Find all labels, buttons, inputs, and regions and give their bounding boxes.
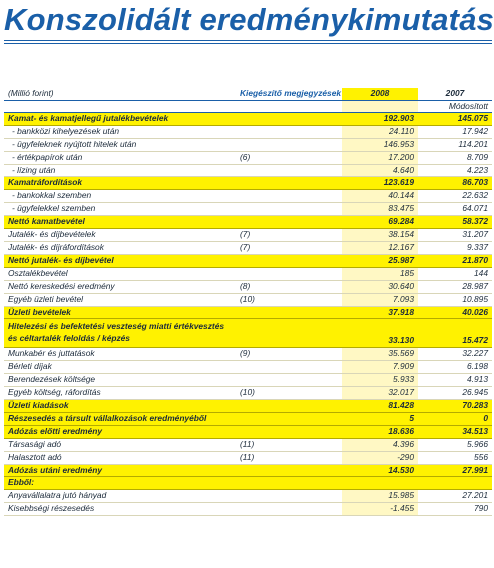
row-label: Nettó kamatbevétel	[4, 216, 236, 229]
table-row	[4, 293, 492, 306]
row-value-2007: 22.632	[418, 190, 492, 203]
year-2007-header: 2007	[418, 88, 492, 100]
table-row	[4, 412, 492, 425]
row-value-2008: 5	[342, 412, 418, 425]
row-value-2007: 5.966	[418, 438, 492, 451]
row-value-2008: 38.154	[342, 229, 418, 242]
row-label: Berendezések költsége	[4, 374, 236, 387]
row-label: Osztalékbevétel	[4, 267, 236, 280]
row-label: Egyéb üzleti bevétel	[4, 293, 236, 306]
row-note	[236, 112, 342, 125]
row-label: Jutalék- és díjbevételek	[4, 229, 236, 242]
table-row	[4, 387, 492, 400]
title-rule-top	[4, 40, 492, 41]
restated-label: Módosított	[418, 100, 492, 112]
row-value-2008: 83.475	[342, 203, 418, 216]
table-row	[4, 151, 492, 164]
row-value-2007: 21.870	[418, 254, 492, 267]
row-value-2008	[342, 477, 418, 490]
row-value-2008: 37.918	[342, 306, 418, 319]
row-note	[236, 412, 342, 425]
row-value-2007: 86.703	[418, 177, 492, 190]
row-value-2007: 9.337	[418, 241, 492, 254]
row-label: Nettó kereskedési eredmény	[4, 280, 236, 293]
table-row	[4, 477, 492, 490]
row-value-2008: 4.640	[342, 164, 418, 177]
row-label: Üzleti bevételek	[4, 306, 236, 319]
row-value-2008: 12.167	[342, 241, 418, 254]
row-label: Munkabér és juttatások	[4, 348, 236, 361]
row-label: Kamatráfordítások	[4, 177, 236, 190]
table-row	[4, 229, 492, 242]
row-note	[236, 125, 342, 138]
unit-label: (Millió forint)	[4, 88, 236, 100]
row-note	[236, 177, 342, 190]
table-subheader-row	[4, 100, 492, 112]
table-row	[4, 400, 492, 413]
row-label: Kamat- és kamatjellegű jutalékbevételek	[4, 112, 236, 125]
row-note	[236, 254, 342, 267]
row-value-2008: 69.284	[342, 216, 418, 229]
table-row	[4, 164, 492, 177]
row-value-2008: 17.200	[342, 151, 418, 164]
row-label: - ügyfelekkel szemben	[4, 203, 236, 216]
row-value-2007	[418, 477, 492, 490]
table-row	[4, 241, 492, 254]
row-value-2007: 6.198	[418, 361, 492, 374]
row-value-2007: 70.283	[418, 400, 492, 413]
table-row	[4, 490, 492, 503]
row-note	[236, 319, 342, 348]
table-row	[4, 374, 492, 387]
row-value-2007: 8.709	[418, 151, 492, 164]
year-2008-header: 2008	[342, 88, 418, 100]
row-note	[236, 425, 342, 438]
row-value-2007: 58.372	[418, 216, 492, 229]
row-value-2007: 790	[418, 503, 492, 516]
row-value-2007: 0	[418, 412, 492, 425]
row-label: - bankokkal szemben	[4, 190, 236, 203]
table-row	[4, 348, 492, 361]
table-row	[4, 280, 492, 293]
row-value-2008: 25.987	[342, 254, 418, 267]
row-value-2008: 24.110	[342, 125, 418, 138]
row-value-2008: 14.530	[342, 464, 418, 477]
title-rule-bottom	[4, 43, 492, 44]
page-title: Konszolidált eredménykimutatás	[4, 2, 494, 37]
row-note	[236, 503, 342, 516]
table-row	[4, 138, 492, 151]
table-row	[4, 112, 492, 125]
row-value-2008: 32.017	[342, 387, 418, 400]
row-value-2007: 10.895	[418, 293, 492, 306]
row-label: Hitelezési és befektetési veszteség miatti értékvesztés és céltartalék feloldás / képzés	[4, 319, 236, 348]
row-note	[236, 400, 342, 413]
row-note	[236, 306, 342, 319]
table-header-row	[4, 88, 492, 100]
row-value-2008: 35.569	[342, 348, 418, 361]
row-note: (10)	[236, 387, 342, 400]
row-value-2008: 192.903	[342, 112, 418, 125]
row-note	[236, 464, 342, 477]
row-value-2007: 26.945	[418, 387, 492, 400]
row-value-2007: 64.071	[418, 203, 492, 216]
table-row	[4, 216, 492, 229]
row-note	[236, 216, 342, 229]
row-value-2008: 7.909	[342, 361, 418, 374]
row-note	[236, 477, 342, 490]
row-label: Társasági adó	[4, 438, 236, 451]
table-row	[4, 425, 492, 438]
row-value-2007: 40.026	[418, 306, 492, 319]
row-note	[236, 138, 342, 151]
row-label: Üzleti kiadások	[4, 400, 236, 413]
row-label: Kisebbségi részesedés	[4, 503, 236, 516]
row-value-2007: 27.201	[418, 490, 492, 503]
row-label: Bérleti díjak	[4, 361, 236, 374]
row-label: Adózás előtti eredmény	[4, 425, 236, 438]
row-value-2008: 146.953	[342, 138, 418, 151]
row-value-2008: 5.933	[342, 374, 418, 387]
row-note	[236, 164, 342, 177]
row-value-2007: 34.513	[418, 425, 492, 438]
row-note	[236, 361, 342, 374]
row-value-2007: 32.227	[418, 348, 492, 361]
row-value-2007: 4.913	[418, 374, 492, 387]
row-value-2007: 15.472	[418, 319, 492, 348]
row-value-2007: 28.987	[418, 280, 492, 293]
table-row	[4, 203, 492, 216]
table-row	[4, 451, 492, 464]
row-value-2008: 185	[342, 267, 418, 280]
row-note	[236, 374, 342, 387]
row-value-2007: 556	[418, 451, 492, 464]
row-label: Anyavállalatra jutó hányad	[4, 490, 236, 503]
row-label: Egyéb költség, ráfordítás	[4, 387, 236, 400]
row-label: Adózás utáni eredmény	[4, 464, 236, 477]
row-note: (8)	[236, 280, 342, 293]
row-value-2008: 30.640	[342, 280, 418, 293]
row-note: (11)	[236, 438, 342, 451]
row-value-2008: -1.455	[342, 503, 418, 516]
row-value-2007: 27.991	[418, 464, 492, 477]
row-note	[236, 190, 342, 203]
row-label: Ebből:	[4, 477, 236, 490]
row-note	[236, 203, 342, 216]
row-note	[236, 490, 342, 503]
table-row	[4, 319, 492, 348]
row-value-2008: 123.619	[342, 177, 418, 190]
row-note: (10)	[236, 293, 342, 306]
table-row	[4, 254, 492, 267]
row-label: Nettó jutalék- és díjbevétel	[4, 254, 236, 267]
table-row	[4, 177, 492, 190]
row-note: (9)	[236, 348, 342, 361]
row-value-2008: 33.130	[342, 319, 418, 348]
row-label: - lízing után	[4, 164, 236, 177]
row-note: (6)	[236, 151, 342, 164]
row-note: (11)	[236, 451, 342, 464]
income-statement-table	[4, 88, 492, 516]
row-label: - értékpapírok után	[4, 151, 236, 164]
table-row	[4, 464, 492, 477]
row-value-2008: 15.985	[342, 490, 418, 503]
row-label: - ügyfeleknek nyújtott hitelek után	[4, 138, 236, 151]
row-note	[236, 267, 342, 280]
table-row	[4, 438, 492, 451]
row-value-2007: 17.942	[418, 125, 492, 138]
table-row	[4, 190, 492, 203]
row-note: (7)	[236, 241, 342, 254]
row-value-2008: 4.396	[342, 438, 418, 451]
row-label: Halasztott adó	[4, 451, 236, 464]
row-label: - bankközi kihelyezések után	[4, 125, 236, 138]
notes-column-header: Kiegészítő megjegyzések	[236, 88, 342, 100]
row-value-2007: 114.201	[418, 138, 492, 151]
row-value-2007: 145.075	[418, 112, 492, 125]
row-note: (7)	[236, 229, 342, 242]
table-row	[4, 361, 492, 374]
table-row	[4, 503, 492, 516]
row-value-2008: -290	[342, 451, 418, 464]
table-row	[4, 306, 492, 319]
table-row	[4, 125, 492, 138]
row-label: Jutalék- és díjráfordítások	[4, 241, 236, 254]
table-row	[4, 267, 492, 280]
row-value-2008: 81.428	[342, 400, 418, 413]
row-value-2008: 7.093	[342, 293, 418, 306]
row-value-2007: 31.207	[418, 229, 492, 242]
row-value-2007: 144	[418, 267, 492, 280]
row-value-2007: 4.223	[418, 164, 492, 177]
row-value-2008: 18.636	[342, 425, 418, 438]
row-value-2008: 40.144	[342, 190, 418, 203]
row-label: Részesedés a társult vállalkozások eredményéből	[4, 412, 236, 425]
